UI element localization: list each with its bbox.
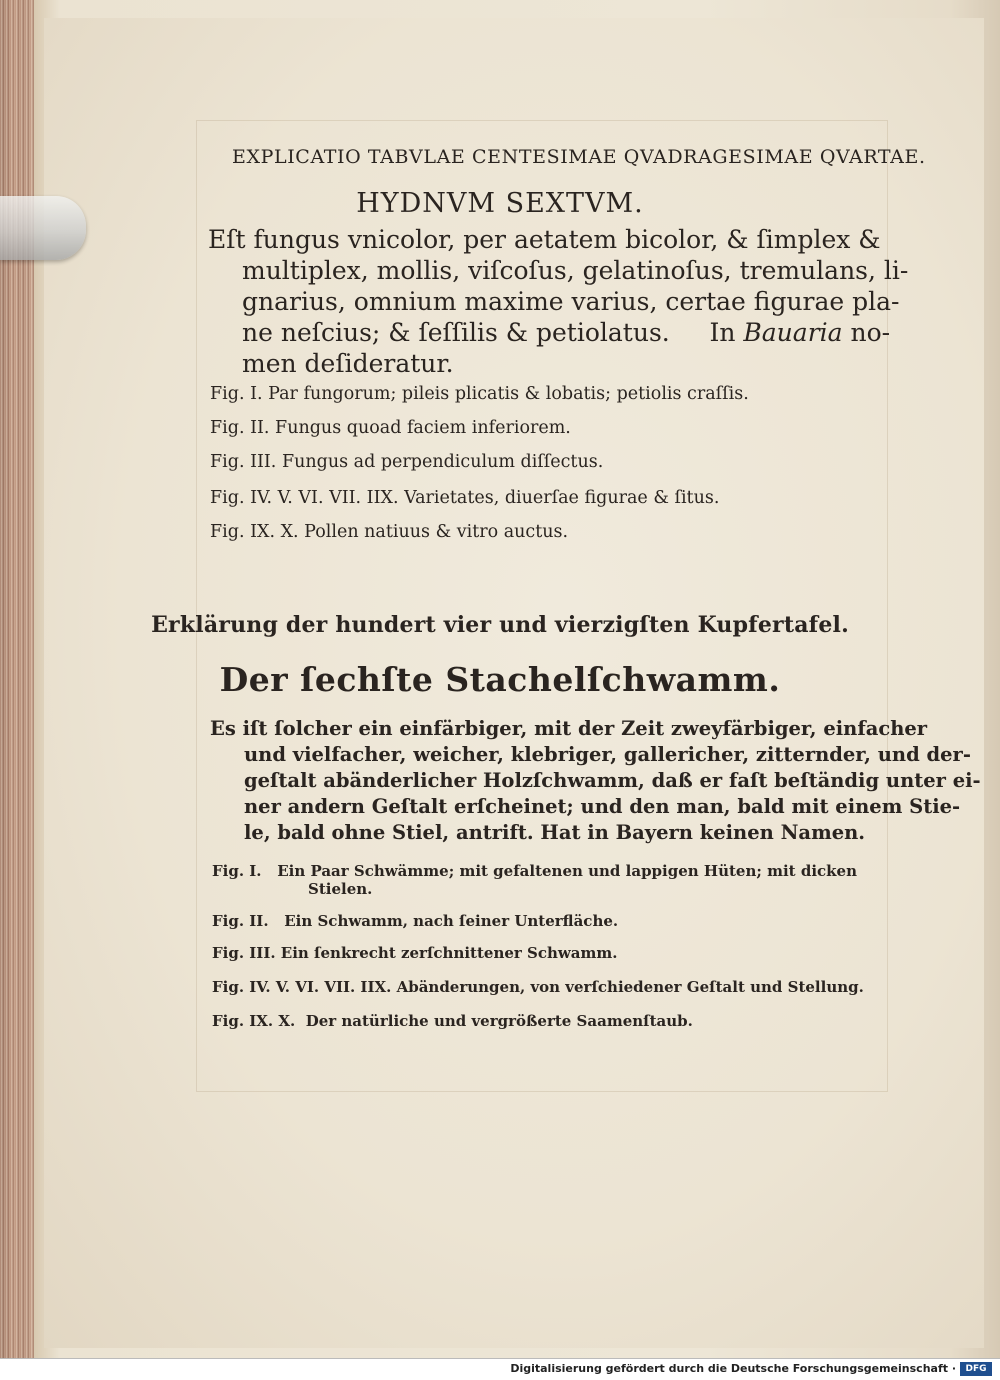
german-figure-label: Fig. III. — [212, 944, 276, 962]
latin-paragraph-line-text: ne neſcius; & ſeſſilis & petiolatus. — [242, 318, 670, 347]
german-figure-label: Fig. II. — [212, 912, 269, 930]
german-figure-caption — [212, 1012, 693, 1030]
german-figure-label: Fig. IX. X. — [212, 1012, 296, 1030]
german-figure-text: Abänderungen, von verſchiedener Geſtalt und Stellung. — [396, 978, 864, 996]
latin-paragraph — [208, 224, 909, 379]
german-paragraph — [210, 716, 981, 846]
latin-figure-caption — [210, 488, 719, 508]
dfg-logo-icon: DFG — [960, 1362, 992, 1376]
german-figure-caption — [212, 978, 864, 996]
footer-credit: Digitalisierung gefördert durch die Deutsche Forschungsgemeinschaft · — [510, 1362, 956, 1375]
latin-paragraph-line: Eſt fungus vnicolor, per aetatem bicolor, & ſimplex & — [208, 225, 881, 254]
latin-figure-label: Fig. III. — [210, 452, 277, 472]
latin-figure-text: Varietates, diuerſae figurae & ſitus. — [404, 488, 720, 508]
german-figure-text: Ein Paar Schwämme; mit gefaltenen und lappigen Hüten; mit dicken — [277, 862, 857, 880]
latin-place-prefix: In — [709, 318, 744, 347]
german-header: Erklärung der hundert vier und vierzigſten Kupfertafel. — [151, 612, 849, 638]
latin-figure-label: Fig. II. — [210, 418, 270, 438]
german-paragraph-line: und vielfacher, weicher, klebriger, gallericher, zitternder, und der- — [244, 743, 971, 766]
german-figure-caption-continued: Stielen. — [308, 880, 373, 898]
latin-figure-label: Fig. IV. V. VI. VII. IIX. — [210, 488, 399, 508]
german-paragraph-line: ner andern Geſtalt erſcheinet; und den man, bald mit einem Stie- — [244, 795, 961, 818]
latin-figure-caption — [210, 522, 568, 542]
latin-figure-text: Fungus ad perpendiculum diſſectus. — [281, 452, 604, 472]
latin-paragraph-line: men deſideratur. — [242, 349, 454, 378]
latin-figure-text: Fungus quoad faciem inferiorem. — [275, 418, 571, 438]
german-figure-label: Fig. I. — [212, 862, 262, 880]
latin-figure-caption — [210, 384, 749, 404]
german-figure-text: Der natürliche und vergrößerte Saamenſtaub. — [305, 1012, 693, 1030]
latin-figure-caption — [210, 452, 603, 472]
latin-paragraph-line: multiplex, mollis, viſcoſus, gelatinoſus, tremulans, li- — [242, 256, 909, 285]
german-figure-label: Fig. IV. V. VI. VII. IIX. — [212, 978, 392, 996]
german-title: Der ſechſte Stachelſchwamm. — [219, 660, 781, 699]
german-figure-text: Ein Schwamm, nach ſeiner Unterfläche. — [284, 912, 619, 930]
latin-figure-text: Par fungorum; pileis plicatis & lobatis; petiolis craſſis. — [268, 384, 749, 404]
digitization-footer — [0, 1358, 1000, 1380]
latin-paragraph-line — [208, 317, 891, 348]
latin-place-suffix: no- — [842, 318, 891, 347]
german-paragraph-line: le, bald ohne Stiel, antrift. Hat in Bayern keinen Namen. — [244, 821, 866, 844]
latin-paragraph-line: gnarius, omnium maxime varius, certae figurae pla- — [242, 287, 900, 316]
german-figure-caption — [212, 944, 618, 962]
german-figure-caption — [212, 912, 618, 930]
german-paragraph-line: Es iſt ſolcher ein einfärbiger, mit der Zeit zweyfärbiger, einfacher — [210, 717, 928, 740]
latin-place-name: Bauaria — [743, 318, 843, 347]
latin-figure-text: Pollen natiuus & vitro auctus. — [304, 522, 569, 542]
latin-figure-label: Fig. I. — [210, 384, 263, 404]
latin-figure-caption — [210, 418, 571, 438]
german-figure-caption — [212, 862, 857, 880]
latin-figure-label: Fig. IX. X. — [210, 522, 299, 542]
latin-header: EXPLICATIO TABVLAE CENTESIMAE QVADRAGESIMAE QVARTAE. — [232, 146, 926, 168]
latin-title: HYDNVM SEXTVM. — [356, 188, 644, 219]
german-figure-text: Ein ſenkrecht zerſchnittener Schwamm. — [280, 944, 618, 962]
german-paragraph-line: geſtalt abänderlicher Holzſchwamm, daß er faſt beſtändig unter ei- — [244, 769, 981, 792]
